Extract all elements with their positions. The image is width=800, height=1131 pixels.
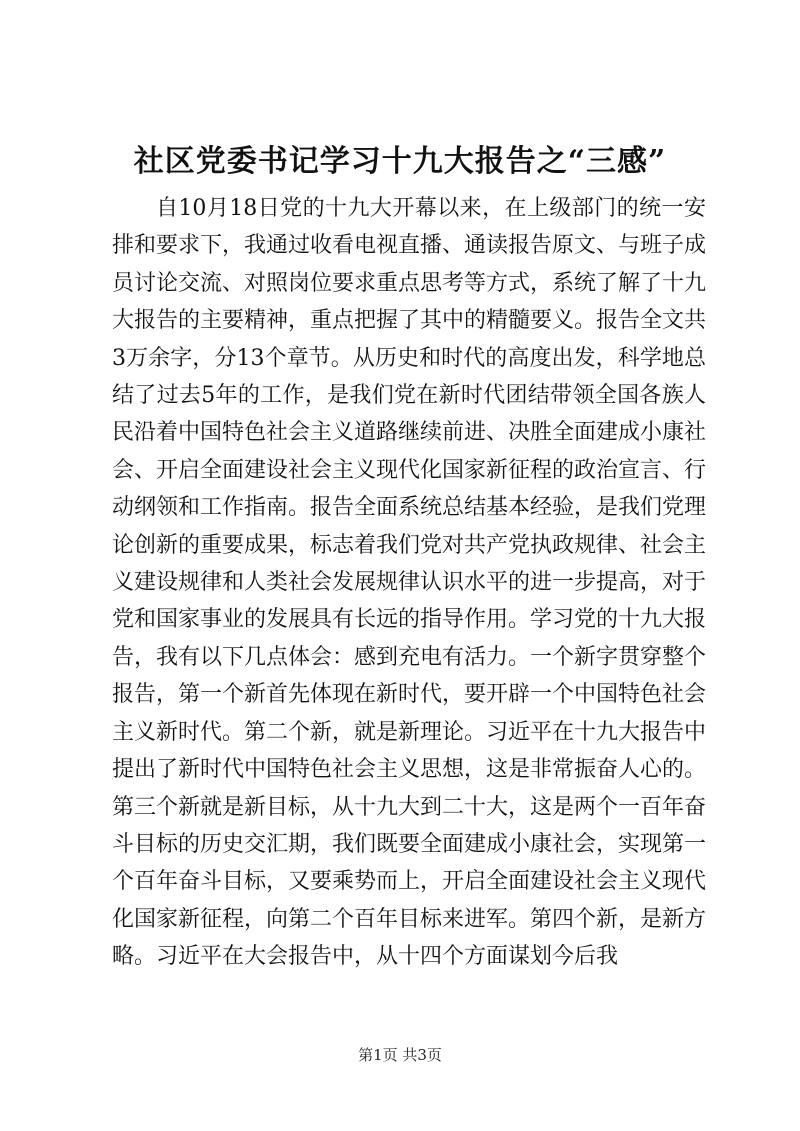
body-paragraph: 自10月18日党的十九大开幕以来，在上级部门的统一安排和要求下，我通过收看电视直播、通读报告原文、与班子成员讨论交流、对照岗位要求重点思考等方式，系统了解了十九大报告的主要精神，重点把握了其中的精髓要义。报告全文共3万余字，分13个章节。从历史和时代的高度出发，科学地总结了过去5年的工作，是我们党在新时代团结带领全国各族人民沿着中国特色社会主义道路继续前进、决胜全面建成小康社会、开启全面建设社会主义现代化国家新征程的政治宣言、行动纲领和工作指南。报告全面系统总结基本经验，是我们党理论创新的重要成果，标志着我们党对共产党执政规律、社会主义建设规律和人类社会发展规律认识水平的进一步提高，对于党和国家事业的发展具有长远的指导作用。学习党的十九大报告，我有以下几点体会：感到充电有活力。一个新字贯穿整个报告，第一个新首先体现在新时代，要开辟一个中国特色社会主义新时代。第二个新，就是新理论。习近平在十九大报告中提出了新时代中国特色社会主义思想，这是非常振奋人心的。第三个新就是新目标，从十九大到二十大，这是两个一百年奋斗目标的历史交汇期，我们既要全面建成小康社会，实现第一个百年奋斗目标，又要乘势而上，开启全面建设社会主义现代化国家新征程，向第二个百年目标来进军。第四个新，是新方略。习近平在大会报告中，从十四个方面谋划今后我 [112,196,707,970]
page-footer: 第1页 共3页 [358,1046,442,1064]
document-title: 社区党委书记学习十九大报告之“三感” [133,144,667,179]
